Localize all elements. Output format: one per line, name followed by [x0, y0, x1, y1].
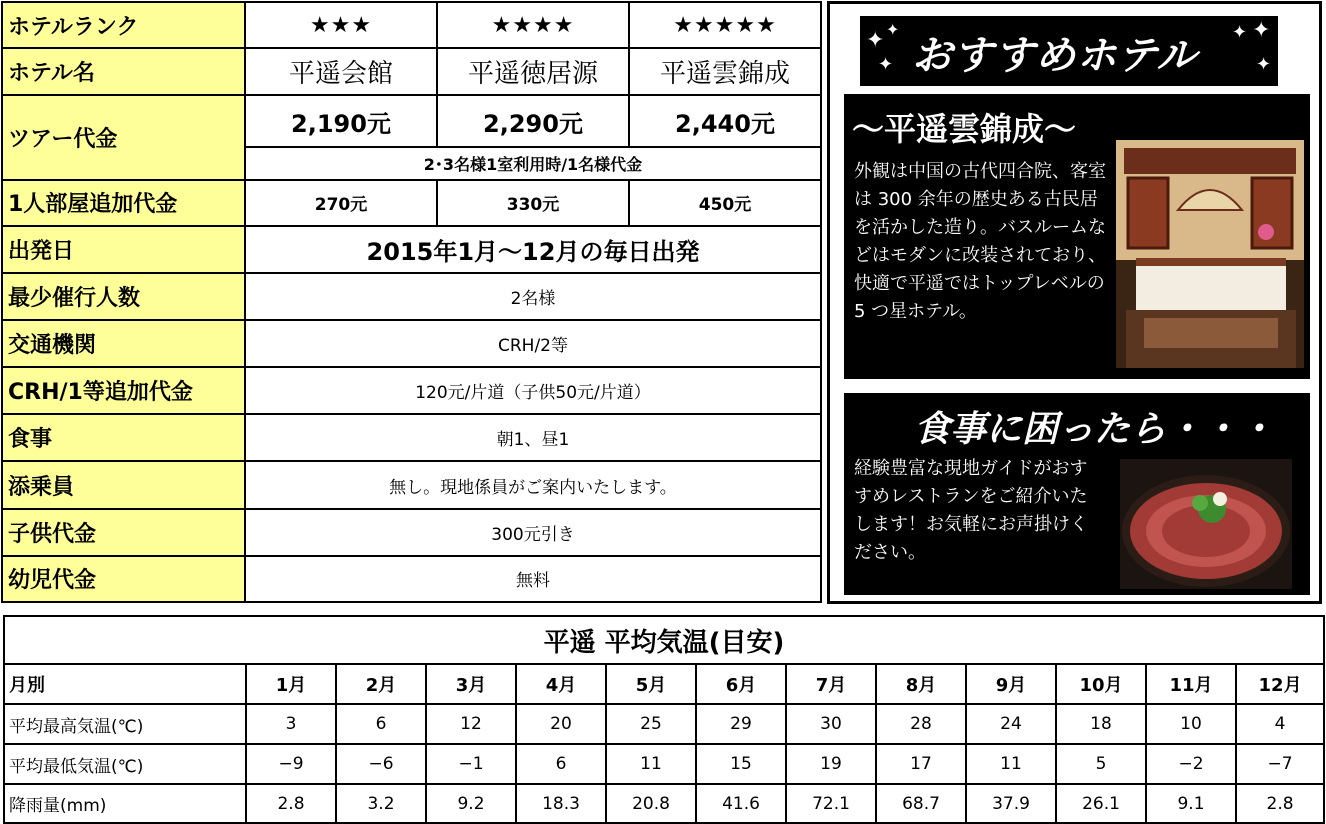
hotel-room-photo [1116, 140, 1304, 368]
low-temp-label: 平均最低気温(℃) [4, 744, 246, 784]
month-cell: 8月 [876, 664, 966, 704]
recommend-panel [827, 1, 1322, 604]
high-temp-cell: 12 [426, 704, 516, 744]
month-cell: 12月 [1236, 664, 1324, 704]
sparkle-icon: ✦ [1256, 54, 1272, 75]
low-temp-cell: 19 [786, 744, 876, 784]
hotel-name-label: ホテル名 [2, 48, 245, 95]
month-cell: 2月 [336, 664, 426, 704]
month-cell: 6月 [696, 664, 786, 704]
featured-hotel-title: ～平遥雲錦成～ [852, 110, 1077, 148]
rainfall-cell: 18.3 [516, 784, 606, 823]
transport-value: CRH/2等 [245, 320, 821, 367]
low-temp-cell: 5 [1056, 744, 1146, 784]
hotel-name-1: 平遥会館 [245, 48, 437, 95]
rainfall-cell: 2.8 [246, 784, 336, 823]
rainfall-cell: 3.2 [336, 784, 426, 823]
month-cell: 5月 [606, 664, 696, 704]
high-temp-cell: 28 [876, 704, 966, 744]
month-label: 月別 [4, 664, 246, 704]
sparkle-icon: ✦ [1252, 18, 1271, 43]
crh-label: CRH/1等追加代金 [2, 367, 245, 414]
departure-value: 2015年1月～12月の毎日出発 [245, 226, 821, 273]
month-cell: 4月 [516, 664, 606, 704]
month-cell: 3月 [426, 664, 516, 704]
low-temp-cell: −2 [1146, 744, 1236, 784]
infant-row [2, 556, 821, 602]
price-note: 2･3名様1室利用時/1名様代金 [245, 147, 821, 179]
escort-row [2, 461, 821, 508]
high-temp-cell: 10 [1146, 704, 1236, 744]
low-temp-cell: 6 [516, 744, 606, 784]
price-1: 2,190元 [245, 95, 437, 147]
sparkle-icon: ✦ [886, 20, 900, 39]
high-temp-cell: 29 [696, 704, 786, 744]
high-temp-row [4, 704, 1324, 744]
price-3: 2,440元 [629, 95, 821, 147]
price-row [2, 95, 821, 147]
low-temp-cell: −7 [1236, 744, 1324, 784]
single-label: 1人部屋追加代金 [2, 180, 245, 226]
hotel-name-2: 平遥徳居源 [437, 48, 629, 95]
featured-hotel-description: 外観は中国の古代四合院、客室は 300 余年の歴史ある古民居を活かした造り。バスルームなどはモダンに改装されており、快適で平遥ではトップレベルの 5 つ星ホテル。 [854, 161, 1107, 322]
weather-title: 平遥 平均気温(目安) [4, 616, 1324, 664]
crh-value: 120元/片道（子供50元/片道） [245, 367, 821, 414]
rainfall-cell: 2.8 [1236, 784, 1324, 823]
sparkle-icon: ✦ [1232, 22, 1248, 43]
high-temp-cell: 6 [336, 704, 426, 744]
low-temp-cell: 17 [876, 744, 966, 784]
month-cell: 9月 [966, 664, 1056, 704]
low-temp-cell: −6 [336, 744, 426, 784]
single-price-3: 450元 [629, 180, 821, 226]
min-value: 2名様 [245, 273, 821, 320]
rank-row [2, 2, 821, 48]
rank-3: ★★★ [245, 2, 437, 48]
crh-row [2, 367, 821, 414]
high-temp-cell: 25 [606, 704, 696, 744]
price-label: ツアー代金 [2, 95, 245, 179]
departure-row [2, 226, 821, 273]
month-cell: 11月 [1146, 664, 1236, 704]
low-temp-row [4, 744, 1324, 784]
rank-4: ★★★★ [437, 2, 629, 48]
price-2: 2,290元 [437, 95, 629, 147]
rainfall-row [4, 784, 1324, 823]
rainfall-cell: 20.8 [606, 784, 696, 823]
month-cell: 10月 [1056, 664, 1146, 704]
rank-label: ホテルランク [2, 2, 245, 48]
hotel-name-row [2, 48, 821, 95]
featured-hotel-box [844, 94, 1310, 379]
rainfall-cell: 26.1 [1056, 784, 1146, 823]
low-temp-cell: 11 [966, 744, 1056, 784]
escort-label: 添乗員 [2, 461, 245, 508]
low-temp-cell: −9 [246, 744, 336, 784]
min-label: 最少催行人数 [2, 273, 245, 320]
escort-value: 無し。現地係員がご案内いたします。 [245, 461, 821, 508]
rank-5: ★★★★★ [629, 2, 821, 48]
child-value: 300元引き [245, 509, 821, 556]
infant-value: 無料 [245, 556, 821, 602]
high-temp-cell: 18 [1056, 704, 1146, 744]
child-row [2, 509, 821, 556]
high-temp-cell: 24 [966, 704, 1056, 744]
food-description: 経験豊富な現地ガイドがおすすめレストランをご紹介いたします！お気軽にお声掛けください。 [854, 458, 1088, 563]
month-cell: 1月 [246, 664, 336, 704]
meal-value: 朝1、昼1 [245, 414, 821, 461]
meal-label: 食事 [2, 414, 245, 461]
food-box [844, 393, 1310, 595]
high-temp-cell: 30 [786, 704, 876, 744]
food-title: 食事に困ったら・・・ [914, 408, 1275, 450]
rainfall-cell: 9.2 [426, 784, 516, 823]
month-row [4, 664, 1324, 704]
high-temp-cell: 20 [516, 704, 606, 744]
single-price-2: 330元 [437, 180, 629, 226]
high-temp-cell: 4 [1236, 704, 1324, 744]
sparkle-icon: ✦ [878, 54, 894, 75]
rainfall-label: 降雨量(mm) [4, 784, 246, 823]
low-temp-cell: 15 [696, 744, 786, 784]
rainfall-cell: 72.1 [786, 784, 876, 823]
transport-label: 交通機関 [2, 320, 245, 367]
low-temp-cell: 11 [606, 744, 696, 784]
weather-table [3, 615, 1325, 824]
high-temp-label: 平均最高気温(℃) [4, 704, 246, 744]
weather-title-row [4, 616, 1324, 664]
rainfall-cell: 68.7 [876, 784, 966, 823]
recommend-banner [860, 16, 1278, 86]
low-temp-cell: −1 [426, 744, 516, 784]
rainfall-cell: 9.1 [1146, 784, 1236, 823]
child-label: 子供代金 [2, 509, 245, 556]
rainfall-cell: 41.6 [696, 784, 786, 823]
food-photo [1120, 459, 1292, 589]
banner-title: おすすめホテル [912, 32, 1198, 79]
sparkle-icon: ✦ [866, 28, 885, 53]
departure-label: 出発日 [2, 226, 245, 273]
hotel-name-3: 平遥雲錦成 [629, 48, 821, 95]
rainfall-cell: 37.9 [966, 784, 1056, 823]
single-row [2, 180, 821, 226]
transport-row [2, 320, 821, 367]
min-row [2, 273, 821, 320]
month-cell: 7月 [786, 664, 876, 704]
single-price-1: 270元 [245, 180, 437, 226]
high-temp-cell: 3 [246, 704, 336, 744]
meal-row [2, 414, 821, 461]
infant-label: 幼児代金 [2, 556, 245, 602]
hotel-info-table [1, 1, 822, 603]
